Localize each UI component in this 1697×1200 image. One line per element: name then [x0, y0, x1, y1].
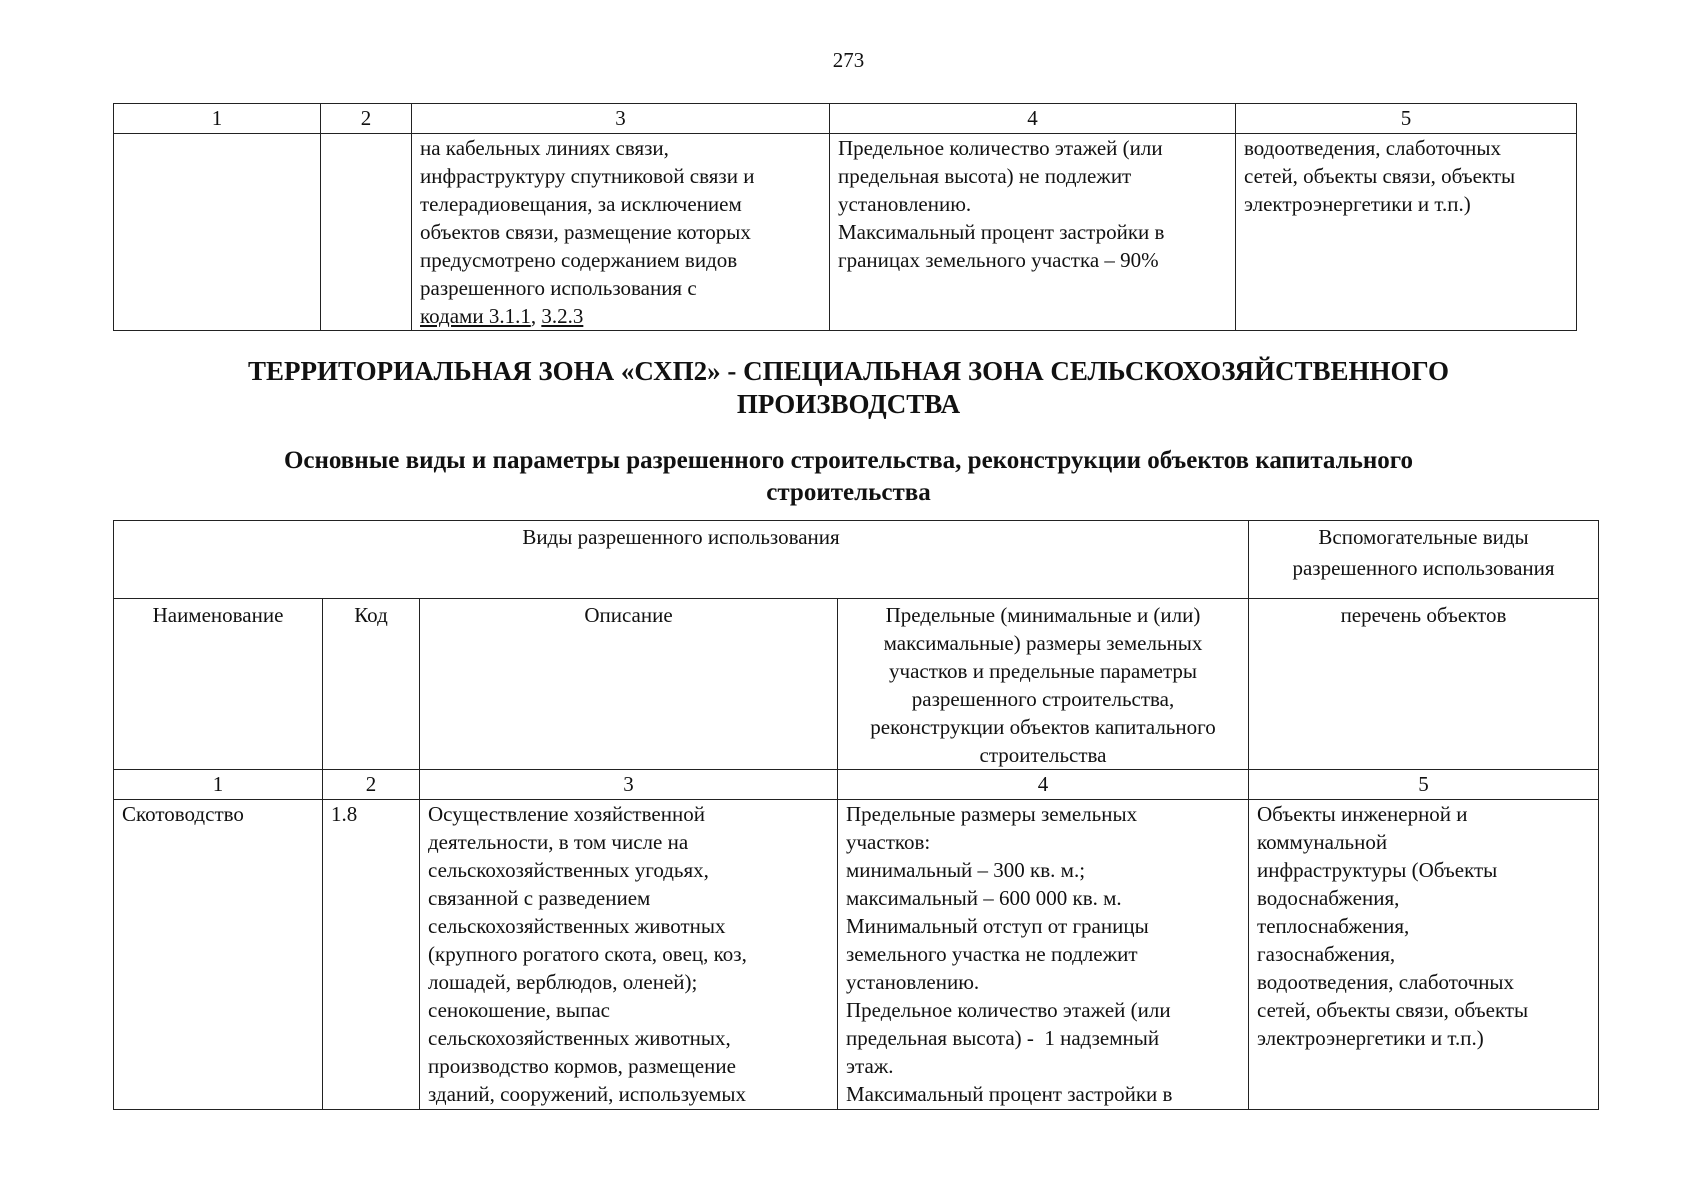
- description-line: на кабельных линиях связи,: [420, 136, 669, 160]
- params-line: Максимальный процент застройки в: [838, 220, 1165, 244]
- col-header-params-line: Предельные (минимальные и (или): [885, 603, 1201, 627]
- description-line: сельскохозяйственных животных: [428, 914, 726, 938]
- column-number: 3: [420, 770, 838, 800]
- description-line: деятельности, в том числе на: [428, 830, 689, 854]
- col-header-code: Код: [323, 599, 420, 770]
- objects-line: газоснабжения,: [1257, 942, 1396, 966]
- col-header-name: Наименование: [114, 599, 323, 770]
- params-line: установлению.: [838, 192, 972, 216]
- column-number: 1: [114, 770, 323, 800]
- column-header-row: [114, 599, 1599, 770]
- page-number: 273: [832, 48, 865, 72]
- zone-heading-line: ПРОИЗВОДСТВА: [736, 389, 961, 419]
- column-number: 2: [321, 104, 412, 134]
- col-header-params: [838, 599, 1249, 770]
- objects-line: теплоснабжения,: [1257, 914, 1410, 938]
- params-line: минимальный – 300 кв. м.;: [846, 858, 1086, 882]
- group-header: Виды разрешенного использования: [114, 521, 1249, 599]
- params-line: Предельное количество этажей (или: [846, 998, 1171, 1022]
- continuation-table: [113, 103, 1577, 331]
- params-line: границах земельного участка – 90%: [838, 248, 1159, 272]
- params-line: предельная высота) - 1 надземный: [846, 1026, 1160, 1050]
- objects-cell: [1249, 800, 1599, 1110]
- types-heading-line: строительства: [766, 479, 931, 506]
- col-header-description: Описание: [420, 599, 838, 770]
- description-codes-line: [420, 302, 821, 330]
- objects-line: водоотведения, слаботочных: [1257, 970, 1515, 994]
- column-number: 2: [323, 770, 420, 800]
- description-line: сельскохозяйственных животных,: [428, 1026, 731, 1050]
- col-header-params-line: участков и предельные параметры: [889, 659, 1197, 683]
- code-separator: ,: [530, 304, 542, 328]
- code-link[interactable]: 3.2.3: [541, 304, 584, 328]
- column-number: 5: [1249, 770, 1599, 800]
- description-line: разрешенного использования с: [420, 276, 697, 300]
- name-cell: [114, 134, 321, 331]
- description-line: связанной с разведением: [428, 886, 651, 910]
- types-heading: [0, 445, 1697, 509]
- objects-line: электроэнергетики и т.п.): [1244, 192, 1471, 216]
- column-number-row: [114, 770, 1599, 800]
- objects-cell: [1236, 134, 1577, 331]
- table-row: [114, 134, 1577, 331]
- aux-header-line: разрешенного использования: [1292, 556, 1555, 580]
- params-line: этаж.: [846, 1054, 894, 1078]
- code-cell: 1.8: [323, 800, 420, 1110]
- params-line: максимальный – 600 000 кв. м.: [846, 886, 1122, 910]
- column-number: 5: [1236, 104, 1577, 134]
- params-cell: [838, 800, 1249, 1110]
- column-number: 3: [412, 104, 830, 134]
- params-line: Предельное количество этажей (или: [838, 136, 1163, 160]
- objects-line: сетей, объекты связи, объекты: [1244, 164, 1516, 188]
- table-row: [114, 800, 1599, 1110]
- code-cell: [321, 134, 412, 331]
- description-line: объектов связи, размещение которых: [420, 220, 751, 244]
- objects-line: электроэнергетики и т.п.): [1257, 1026, 1484, 1050]
- description-line: производство кормов, размещение: [428, 1054, 736, 1078]
- params-line: участков:: [846, 830, 931, 854]
- description-line: Осуществление хозяйственной: [428, 802, 705, 826]
- description-line: предусмотрено содержанием видов: [420, 248, 738, 272]
- column-number-row: [114, 104, 1577, 134]
- col-header-params-line: максимальные) размеры земельных: [883, 631, 1203, 655]
- objects-line: водоснабжения,: [1257, 886, 1400, 910]
- types-heading-line: Основные виды и параметры разрешенного строительства, реконструкции объектов капитального: [283, 447, 1414, 474]
- permitted-use-table: [113, 520, 1599, 1110]
- zone-heading-line: ТЕРРИТОРИАЛЬНАЯ ЗОНА «СХП2» - СПЕЦИАЛЬНАЯ ЗОНА СЕЛЬСКОХОЗЯЙСТВЕННОГО: [247, 356, 1450, 386]
- name-cell: Скотоводство: [114, 800, 323, 1110]
- col-header-params-line: разрешенного строительства,: [911, 687, 1175, 711]
- params-line: Минимальный отступ от границы: [846, 914, 1149, 938]
- objects-line: инфраструктуры (Объекты: [1257, 858, 1498, 882]
- col-header-params-line: строительства: [979, 743, 1107, 767]
- col-header-objects: перечень объектов: [1249, 599, 1599, 770]
- params-line: земельного участка не подлежит: [846, 942, 1138, 966]
- description-cell: [420, 800, 838, 1110]
- params-line: Максимальный процент застройки в: [846, 1082, 1173, 1106]
- description-line: телерадиовещания, за исключением: [420, 192, 742, 216]
- description-line: лошадей, верблюдов, оленей);: [428, 970, 698, 994]
- aux-header-line: Вспомогательные виды: [1318, 525, 1529, 549]
- objects-line: сетей, объекты связи, объекты: [1257, 998, 1529, 1022]
- description-line: сельскохозяйственных угодьях,: [428, 858, 709, 882]
- description-line: инфраструктуру спутниковой связи и: [420, 164, 755, 188]
- description-line: зданий, сооружений, используемых: [428, 1082, 747, 1106]
- description-line: сенокошение, выпас: [428, 998, 610, 1022]
- column-number: 4: [830, 104, 1236, 134]
- params-line: Предельные размеры земельных: [846, 802, 1138, 826]
- column-number: 1: [114, 104, 321, 134]
- objects-line: Объекты инженерной и: [1257, 802, 1468, 826]
- code-link[interactable]: кодами 3.1.1: [420, 304, 531, 328]
- group-header-row: [114, 521, 1599, 599]
- params-line: предельная высота) не подлежит: [838, 164, 1132, 188]
- objects-line: коммунальной: [1257, 830, 1388, 854]
- col-header-params-line: реконструкции объектов капитального: [870, 715, 1216, 739]
- aux-header: [1249, 521, 1599, 599]
- description-cell: [412, 134, 830, 331]
- params-cell: [830, 134, 1236, 331]
- objects-line: водоотведения, слаботочных: [1244, 136, 1502, 160]
- column-number: 4: [838, 770, 1249, 800]
- description-line: (крупного рогатого скота, овец, коз,: [428, 942, 747, 966]
- zone-heading: [0, 355, 1697, 421]
- params-line: установлению.: [846, 970, 980, 994]
